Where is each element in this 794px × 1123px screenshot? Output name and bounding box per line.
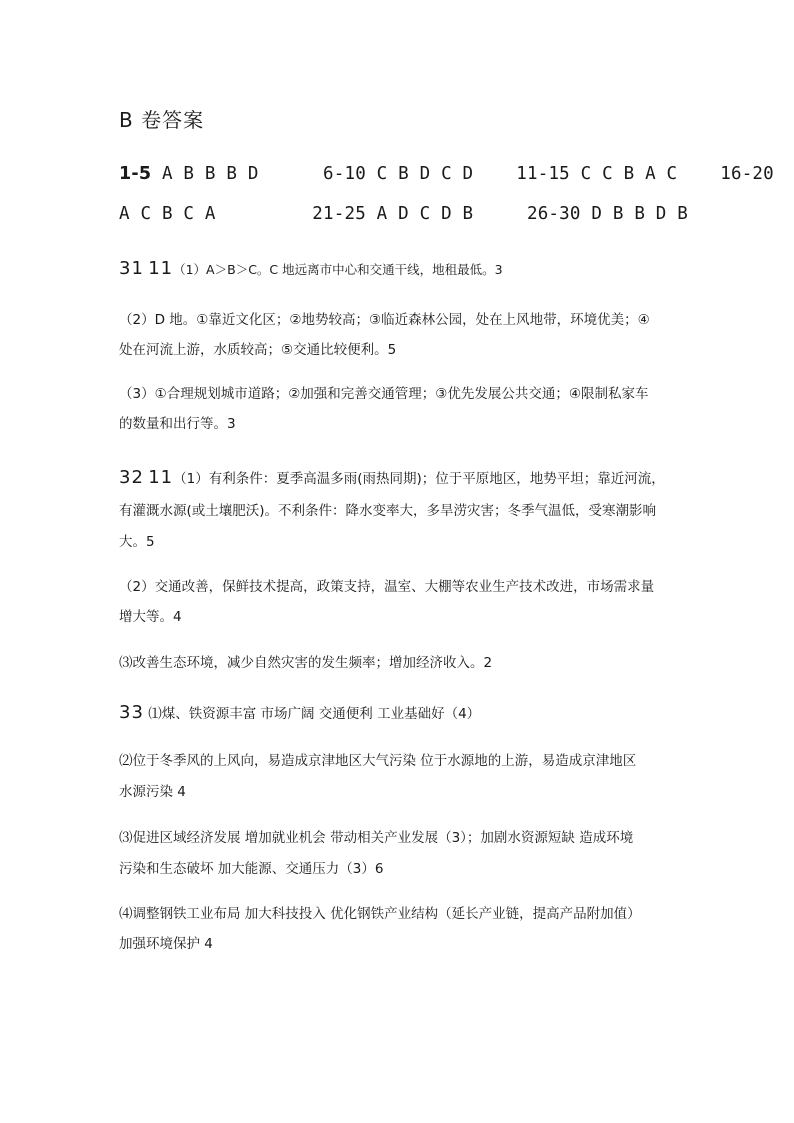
q33-part2-line2: 水源污染 4 — [119, 784, 186, 800]
q31-part2-line2: 处在河流上游，水质较高；⑤交通比较便利。5 — [119, 342, 397, 358]
q31-part2-line1: （2）D 地。①靠近文化区；②地势较高；③临近森林公园，处在上风地带，环境优美；④ — [119, 312, 650, 328]
q32-number: 32 — [119, 467, 144, 488]
q32-part1-line2: 有灌溉水源(或土壤肥沃)。不利条件：降水变率大，多旱涝灾害；冬季气温低，受寒潮影响 — [119, 503, 657, 519]
q31-part1 — [119, 255, 689, 284]
q31-score: 11 — [148, 258, 174, 279]
q32-part1-line1 — [119, 464, 689, 493]
q32-part1-text: （1）有利条件：夏季高温多雨(雨热同期)；位于平原地区，地势平坦；靠近河流， — [173, 471, 665, 487]
q31-part3-line1: （3）①合理规划城市道路；②加强和完善交通管理；③优先发展公共交通；④限制私家车 — [119, 386, 649, 402]
q32-part2-line1: （2）交通改善，保鲜技术提高，政策支持，温室、大棚等农业生产技术改进，市场需求量 — [119, 579, 655, 595]
q33-part2-line1: ⑵位于冬季风的上风向，易造成京津地区大气污染 位于水源地的上游，易造成京津地区 — [119, 753, 637, 769]
multiple-choice-row-1 — [119, 164, 774, 184]
q33-part1-text: ⑴煤、铁资源丰富 市场广阔 交通便利 工业基础好（4） — [148, 706, 481, 722]
q33-part1 — [119, 699, 689, 728]
mc-range-label: 1-5 — [119, 164, 152, 184]
mc-answers-row-1: A B B B D 6-10 C B D C D 11-15 C C B A C 16-20 — [151, 164, 774, 184]
q33-part3-line2: 污染和生态破坏 加大能源、交通压力（3）6 — [119, 861, 384, 877]
q33-number: 33 — [119, 702, 144, 723]
q32-part1-line3: 大。5 — [119, 534, 155, 550]
q31-part1-text: （1）A＞B＞C。C 地远离市中心和交通干线，地租最低。3 — [173, 262, 503, 277]
q31-number: 31 — [119, 258, 144, 279]
q32-part3: ⑶改善生态环境，减少自然灾害的发生频率；增加经济收入。2 — [119, 655, 493, 671]
q31-part3-line2: 的数量和出行等。3 — [119, 416, 236, 432]
page-title: B 卷答案 — [119, 108, 205, 132]
q33-part4-line1: ⑷调整钢铁工业布局 加大科技投入 优化钢铁产业结构（延长产业链，提高产品附加值） — [119, 906, 641, 922]
q33-part3-line1: ⑶促进区域经济发展 增加就业机会 带动相关产业发展（3）；加剧水资源短缺 造成环境 — [119, 830, 634, 846]
q33-part4-line2: 加强环境保护 4 — [119, 936, 213, 952]
multiple-choice-row-2: A C B C A 21-25 A D C D B 26-30 D B B D B — [119, 204, 689, 224]
q32-part2-line2: 增大等。4 — [119, 609, 182, 625]
q32-score: 11 — [148, 467, 174, 488]
